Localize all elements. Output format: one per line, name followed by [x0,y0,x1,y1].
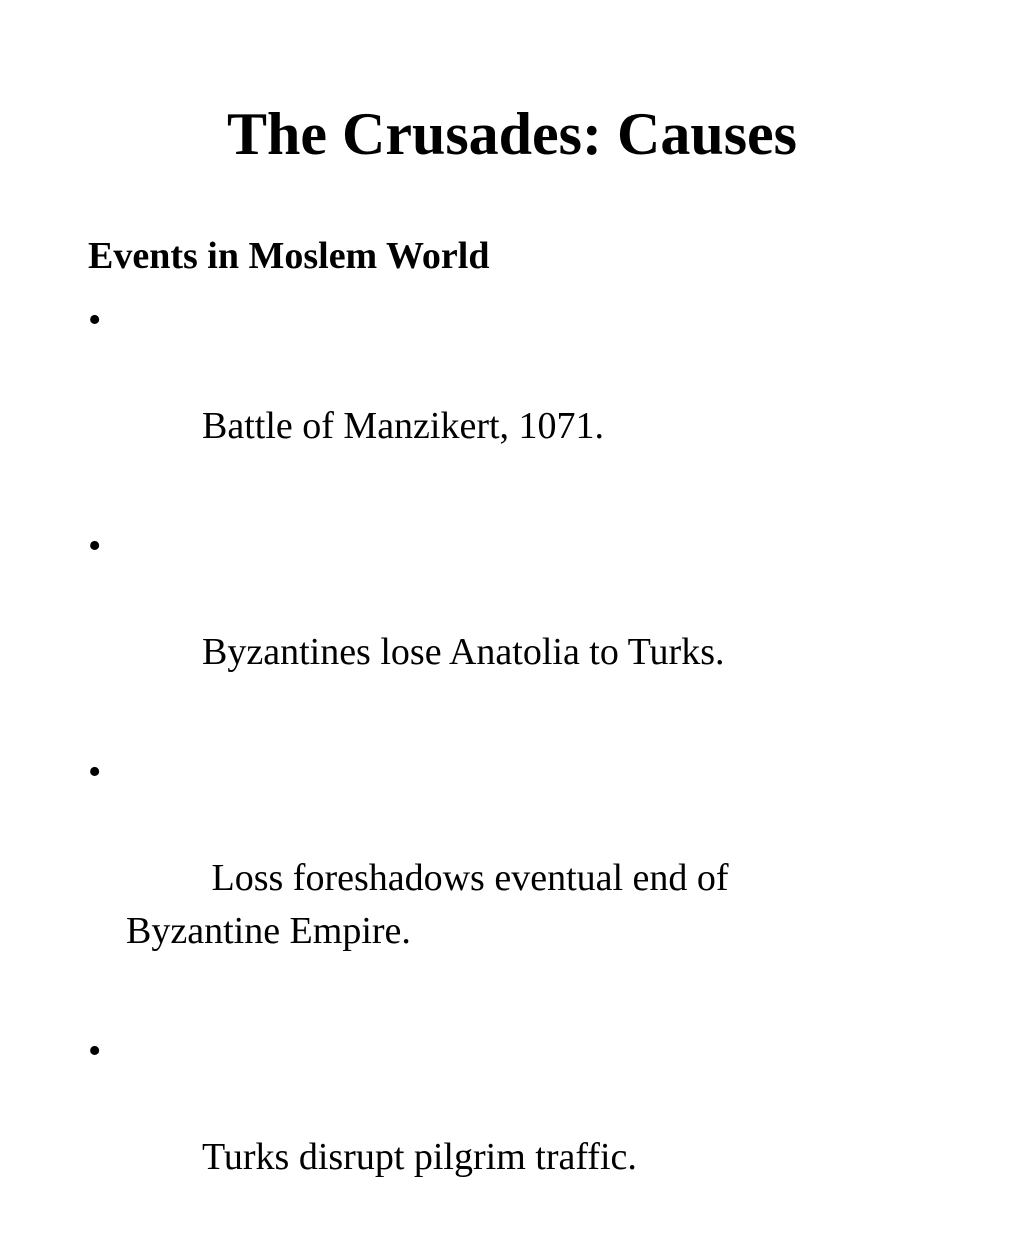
slide-content [88,232,908,1251]
bullet-text: Byzantines lose Anatolia to Turks. [202,631,725,673]
list-item [88,1025,908,1237]
slide-title: The Crusades: Causes [226,101,798,167]
list-item [88,520,908,732]
bullet-text: Loss foreshadows eventual end of Byzantine Empire. [126,857,739,952]
bullet-icon: • [88,751,102,793]
bullet-list [88,294,908,1237]
bullet-icon: • [88,299,102,341]
bullet-icon: • [88,525,102,567]
list-item [88,746,816,1011]
bullet-text: Battle of Manzikert, 1071. [202,405,605,447]
bullet-text: Turks disrupt pilgrim traffic. [202,1136,637,1178]
section-heading: Events in Moslem World [88,235,490,277]
list-item [88,294,908,506]
bullet-icon: • [88,1030,102,1072]
